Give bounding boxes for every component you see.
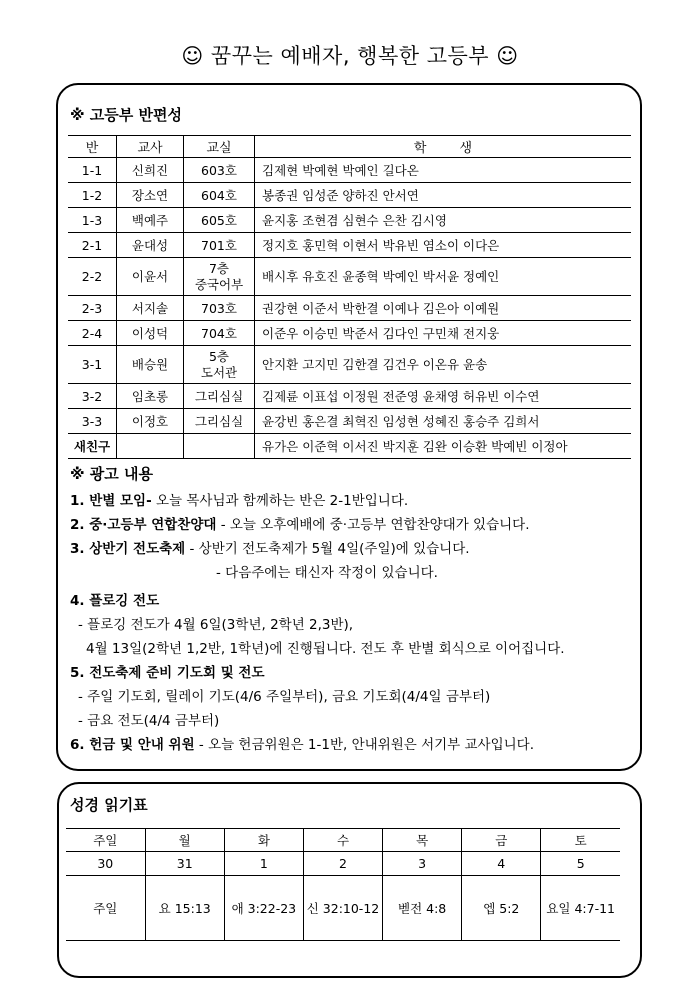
announcement-3-line2: - 다음주에는 태신자 작정이 있습니다.	[216, 565, 438, 581]
header-room: 교실	[184, 136, 255, 158]
students-cell: 배시후 유호진 윤종혁 박예인 박서윤 정예인	[255, 258, 632, 296]
announcement-1	[70, 489, 640, 513]
announcement-4-line2: 4월 13일(2학년 1,2반, 1학년)에 진행됩니다. 전도 후 반별 회식으로 이어집니다.	[86, 641, 565, 657]
teacher-cell: 신희진	[117, 158, 184, 183]
header-class: 반	[68, 136, 117, 158]
date-cell: 30	[66, 852, 145, 876]
announcement-4-line1: - 플로깅 전도가 4월 6일(3학년, 2학년 2,3반),	[78, 617, 354, 633]
class-cell: 1-1	[68, 158, 117, 183]
announcement-4-heading: 4. 플로깅 전도	[70, 593, 160, 609]
table-row	[68, 258, 631, 296]
announcement-3	[70, 537, 640, 561]
room-name: 중국어부	[194, 276, 244, 292]
students-cell: 정지호 홍민혁 이현서 박유빈 염소이 이다은	[255, 233, 632, 258]
header-teacher: 교사	[117, 136, 184, 158]
announcement-5	[70, 661, 640, 685]
room-cell	[184, 346, 255, 384]
passage-cell: 엡 5:2	[462, 876, 541, 941]
day-cell: 월	[145, 829, 224, 852]
day-cell: 금	[462, 829, 541, 852]
date-cell: 31	[145, 852, 224, 876]
room-cell: 그리심실	[184, 409, 255, 434]
students-cell: 권강현 이준서 박한결 이예나 김은아 이예원	[255, 296, 632, 321]
class-cell: 2-1	[68, 233, 117, 258]
teacher-cell: 이윤서	[117, 258, 184, 296]
day-cell: 토	[541, 829, 620, 852]
room-cell	[184, 258, 255, 296]
class-cell: 2-4	[68, 321, 117, 346]
class-cell: 3-2	[68, 384, 117, 409]
passage-cell: 주일	[66, 876, 145, 941]
date-cell: 3	[383, 852, 462, 876]
announcement-1-heading: 1. 반별 모임-	[70, 493, 152, 509]
date-cell: 1	[224, 852, 303, 876]
reading-passages-row	[66, 876, 620, 941]
table-row	[68, 346, 631, 384]
class-cell: 새친구	[68, 434, 117, 459]
day-cell: 수	[303, 829, 382, 852]
students-cell: 윤지홍 조현겸 심현수 은찬 김시영	[255, 208, 632, 233]
announcement-6-heading: 6. 헌금 및 안내 위원	[70, 737, 195, 753]
passage-cell: 벧전 4:8	[383, 876, 462, 941]
students-cell: 김제륜 이표섭 이정원 전준영 윤채영 허유빈 이수연	[255, 384, 632, 409]
reading-section-title: 성경 읽기표	[70, 796, 148, 814]
class-cell: 2-2	[68, 258, 117, 296]
table-row	[68, 434, 631, 459]
day-cell: 목	[383, 829, 462, 852]
passage-cell: 신 32:10-12	[303, 876, 382, 941]
teacher-cell: 이성덕	[117, 321, 184, 346]
class-assignment-table	[68, 135, 631, 459]
announcement-5-line1: - 주일 기도회, 릴레이 기도(4/6 주일부터), 금요 기도회(4/4일 금부터)	[78, 689, 491, 705]
students-cell: 김제현 박예현 박예인 길다온	[255, 158, 632, 183]
passage-cell: 요일 4:7-11	[541, 876, 620, 941]
header-students: 학 생	[255, 136, 632, 158]
table-row	[68, 409, 631, 434]
date-cell: 4	[462, 852, 541, 876]
room-cell: 703호	[184, 296, 255, 321]
teacher-cell: 장소연	[117, 183, 184, 208]
announcement-2-text: - 오늘 오후예배에 중·고등부 연합찬양대가 있습니다.	[216, 517, 530, 533]
teacher-cell: 백예주	[117, 208, 184, 233]
room-cell: 그리심실	[184, 384, 255, 409]
announcement-4	[70, 589, 640, 613]
date-cell: 5	[541, 852, 620, 876]
class-cell: 1-3	[68, 208, 117, 233]
class-cell: 3-1	[68, 346, 117, 384]
table-row	[68, 208, 631, 233]
teacher-cell: 윤대성	[117, 233, 184, 258]
teacher-cell: 배승원	[117, 346, 184, 384]
students-cell: 안지환 고지민 김한결 김건우 이온유 윤송	[255, 346, 632, 384]
class-cell: 1-2	[68, 183, 117, 208]
class-section-title: ※ 고등부 반편성	[70, 106, 182, 124]
table-row	[68, 158, 631, 183]
reading-dates-row	[66, 852, 620, 876]
teacher-cell: 서지솔	[117, 296, 184, 321]
table-header-row	[68, 136, 631, 158]
students-cell: 유가은 이준혁 이서진 박지훈 김완 이승환 박예빈 이정아	[255, 434, 632, 459]
day-cell: 화	[224, 829, 303, 852]
table-row	[68, 183, 631, 208]
announcement-3-text: - 상반기 전도축제가 5월 4일(주일)에 있습니다.	[185, 541, 470, 557]
room-cell: 604호	[184, 183, 255, 208]
room-cell: 603호	[184, 158, 255, 183]
announcement-5-heading: 5. 전도축제 준비 기도회 및 전도	[70, 665, 265, 681]
room-floor: 5층	[208, 348, 230, 364]
announcement-6-text: - 오늘 헌금위원은 1-1반, 안내위원은 서기부 교사입니다.	[194, 737, 535, 753]
teacher-cell: 임초롱	[117, 384, 184, 409]
announcement-6	[70, 733, 640, 757]
room-cell: 704호	[184, 321, 255, 346]
announcements-title: ※ 광고 내용	[70, 465, 153, 483]
passage-cell: 요 15:13	[145, 876, 224, 941]
announcement-2-heading: 2. 중·고등부 연합찬양대	[70, 517, 217, 533]
class-cell: 3-3	[68, 409, 117, 434]
students-cell: 윤강빈 홍은결 최혁진 임성현 성혜진 홍승주 김희서	[255, 409, 632, 434]
table-row	[68, 233, 631, 258]
room-cell: 701호	[184, 233, 255, 258]
room-floor: 7층	[208, 260, 230, 276]
teacher-cell: 이정호	[117, 409, 184, 434]
table-row	[68, 384, 631, 409]
students-cell: 이준우 이승민 박준서 김다인 구민채 전지웅	[255, 321, 632, 346]
announcement-1-text: 오늘 목사님과 함께하는 반은 2-1반입니다.	[151, 493, 409, 509]
passage-cell: 애 3:22-23	[224, 876, 303, 941]
class-cell: 2-3	[68, 296, 117, 321]
room-cell: 605호	[184, 208, 255, 233]
date-cell: 2	[303, 852, 382, 876]
bible-reading-table	[66, 828, 620, 941]
teacher-cell	[117, 434, 184, 459]
table-row	[68, 296, 631, 321]
announcements	[70, 463, 640, 757]
announcement-2	[70, 513, 640, 537]
room-cell	[184, 434, 255, 459]
reading-days-row	[66, 829, 620, 852]
room-name: 도서관	[200, 364, 238, 380]
announcement-3-heading: 3. 상반기 전도축제	[70, 541, 186, 557]
table-row	[68, 321, 631, 346]
page-title: ☺ 꿈꾸는 예배자, 행복한 고등부 ☺	[181, 44, 519, 68]
students-cell: 봉종권 임성준 양하진 안서연	[255, 183, 632, 208]
announcement-5-line2: - 금요 전도(4/4 금부터)	[78, 713, 220, 729]
day-cell: 주일	[66, 829, 145, 852]
